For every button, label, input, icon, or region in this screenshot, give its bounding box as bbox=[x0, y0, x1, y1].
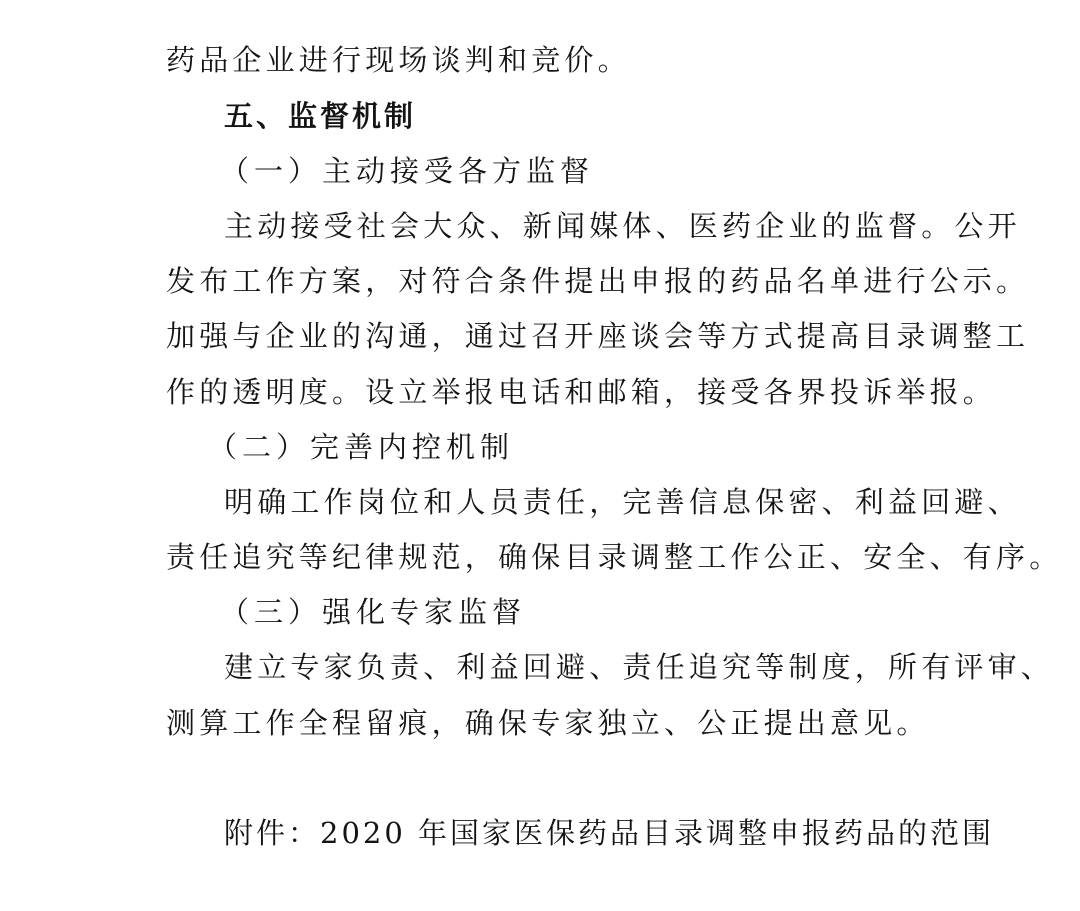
continuation-paragraph: 药品企业进行现场谈判和竞价。 bbox=[166, 43, 631, 77]
subsection-heading-2: （二）完善内控机制 bbox=[208, 430, 515, 464]
subsection-heading-1: （一）主动接受各方监督 bbox=[220, 154, 595, 188]
paragraph-line: 明确工作岗位和人员责任，完善信息保密、利益回避、 bbox=[224, 485, 1021, 519]
paragraph-line: 作的透明度。设立举报电话和邮箱，接受各界投诉举报。 bbox=[166, 375, 997, 409]
paragraph-line: 发布工作方案，对符合条件提出申报的药品名单进行公示。 bbox=[166, 264, 1030, 298]
paragraph-line: 主动接受社会大众、新闻媒体、医药企业的监督。公开 bbox=[224, 209, 1021, 243]
paragraph-line: 测算工作全程留痕，确保专家独立、公正提出意见。 bbox=[166, 706, 930, 740]
paragraph-line: 责任追究等纪律规范，确保目录调整工作公正、安全、有序。 bbox=[166, 540, 1063, 574]
subsection-heading-3: （三）强化专家监督 bbox=[220, 595, 527, 629]
paragraph-line: 加强与企业的沟通，通过召开座谈会等方式提高目录调整工 bbox=[166, 319, 1030, 353]
paragraph-line: 建立专家负责、利益回避、责任追究等制度，所有评审、 bbox=[224, 650, 1055, 684]
section-heading: 五、监督机制 bbox=[224, 99, 417, 133]
attachment-note: 附件：2020 年国家医保药品目录调整申报药品的范围 bbox=[224, 816, 995, 850]
